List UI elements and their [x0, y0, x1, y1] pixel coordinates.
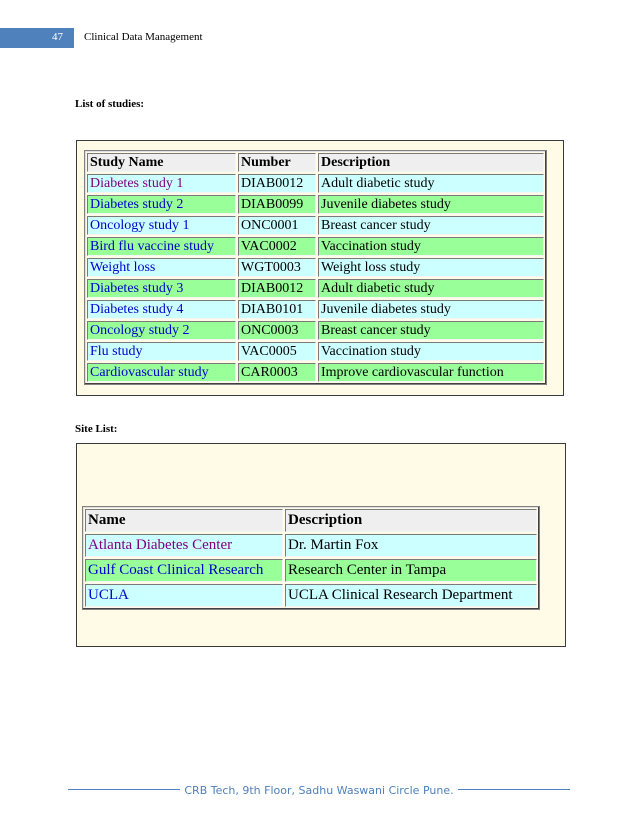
- table-row: [87, 300, 544, 319]
- study-name-link[interactable]: Oncology study 2: [87, 321, 236, 340]
- study-description: Juvenile diabetes study: [318, 300, 544, 319]
- study-description: Breast cancer study: [318, 216, 544, 235]
- sites-header-row: [85, 509, 537, 532]
- study-number: DIAB0099: [238, 195, 316, 214]
- table-row: [85, 584, 537, 607]
- study-number: DIAB0012: [238, 279, 316, 298]
- site-description: Dr. Martin Fox: [285, 534, 537, 557]
- page-number: 47: [52, 31, 63, 43]
- study-name-link[interactable]: Diabetes study 3: [87, 279, 236, 298]
- table-row: [85, 559, 537, 582]
- table-row: [87, 321, 544, 340]
- document-title: Clinical Data Management: [84, 31, 203, 43]
- study-name-link[interactable]: Weight loss: [87, 258, 236, 277]
- site-name-link[interactable]: Gulf Coast Clinical Research: [85, 559, 283, 582]
- table-row: [85, 534, 537, 557]
- study-description: Juvenile diabetes study: [318, 195, 544, 214]
- study-number: ONC0001: [238, 216, 316, 235]
- study-number: VAC0002: [238, 237, 316, 256]
- study-description: Vaccination study: [318, 237, 544, 256]
- studies-header-row: [87, 153, 544, 172]
- table-row: [87, 258, 544, 277]
- site-description: Research Center in Tampa: [285, 559, 537, 582]
- studies-table: [84, 150, 547, 385]
- study-description: Breast cancer study: [318, 321, 544, 340]
- study-name-link[interactable]: Diabetes study 4: [87, 300, 236, 319]
- study-name-link[interactable]: Diabetes study 1: [87, 174, 236, 193]
- study-description: Adult diabetic study: [318, 279, 544, 298]
- column-header-study-name: Study Name: [87, 153, 236, 172]
- column-header-number: Number: [238, 153, 316, 172]
- study-description: Weight loss study: [318, 258, 544, 277]
- site-name-link[interactable]: UCLA: [85, 584, 283, 607]
- sites-table: [82, 506, 540, 610]
- study-name-link[interactable]: Bird flu vaccine study: [87, 237, 236, 256]
- study-description: Adult diabetic study: [318, 174, 544, 193]
- footer-address: CRB Tech, 9th Floor, Sadhu Waswani Circle Pune.: [184, 784, 454, 797]
- site-name-link[interactable]: Atlanta Diabetes Center: [85, 534, 283, 557]
- column-header-description: Description: [285, 509, 537, 532]
- study-name-link[interactable]: Oncology study 1: [87, 216, 236, 235]
- table-row: [87, 342, 544, 361]
- table-row: [87, 195, 544, 214]
- table-row: [87, 216, 544, 235]
- studies-section-label: List of studies:: [75, 98, 145, 110]
- table-row: [87, 363, 544, 382]
- study-description: Improve cardiovascular function: [318, 363, 544, 382]
- study-number: DIAB0101: [238, 300, 316, 319]
- site-description: UCLA Clinical Research Department: [285, 584, 537, 607]
- table-row: [87, 174, 544, 193]
- study-name-link[interactable]: Cardiovascular study: [87, 363, 236, 382]
- study-number: ONC0003: [238, 321, 316, 340]
- study-number: WGT0003: [238, 258, 316, 277]
- sites-section-label: Site List:: [75, 423, 118, 435]
- column-header-name: Name: [85, 509, 283, 532]
- study-description: Vaccination study: [318, 342, 544, 361]
- study-name-link[interactable]: Diabetes study 2: [87, 195, 236, 214]
- study-name-link[interactable]: Flu study: [87, 342, 236, 361]
- table-row: [87, 237, 544, 256]
- column-header-description: Description: [318, 153, 544, 172]
- study-number: DIAB0012: [238, 174, 316, 193]
- study-number: CAR0003: [238, 363, 316, 382]
- study-number: VAC0005: [238, 342, 316, 361]
- table-row: [87, 279, 544, 298]
